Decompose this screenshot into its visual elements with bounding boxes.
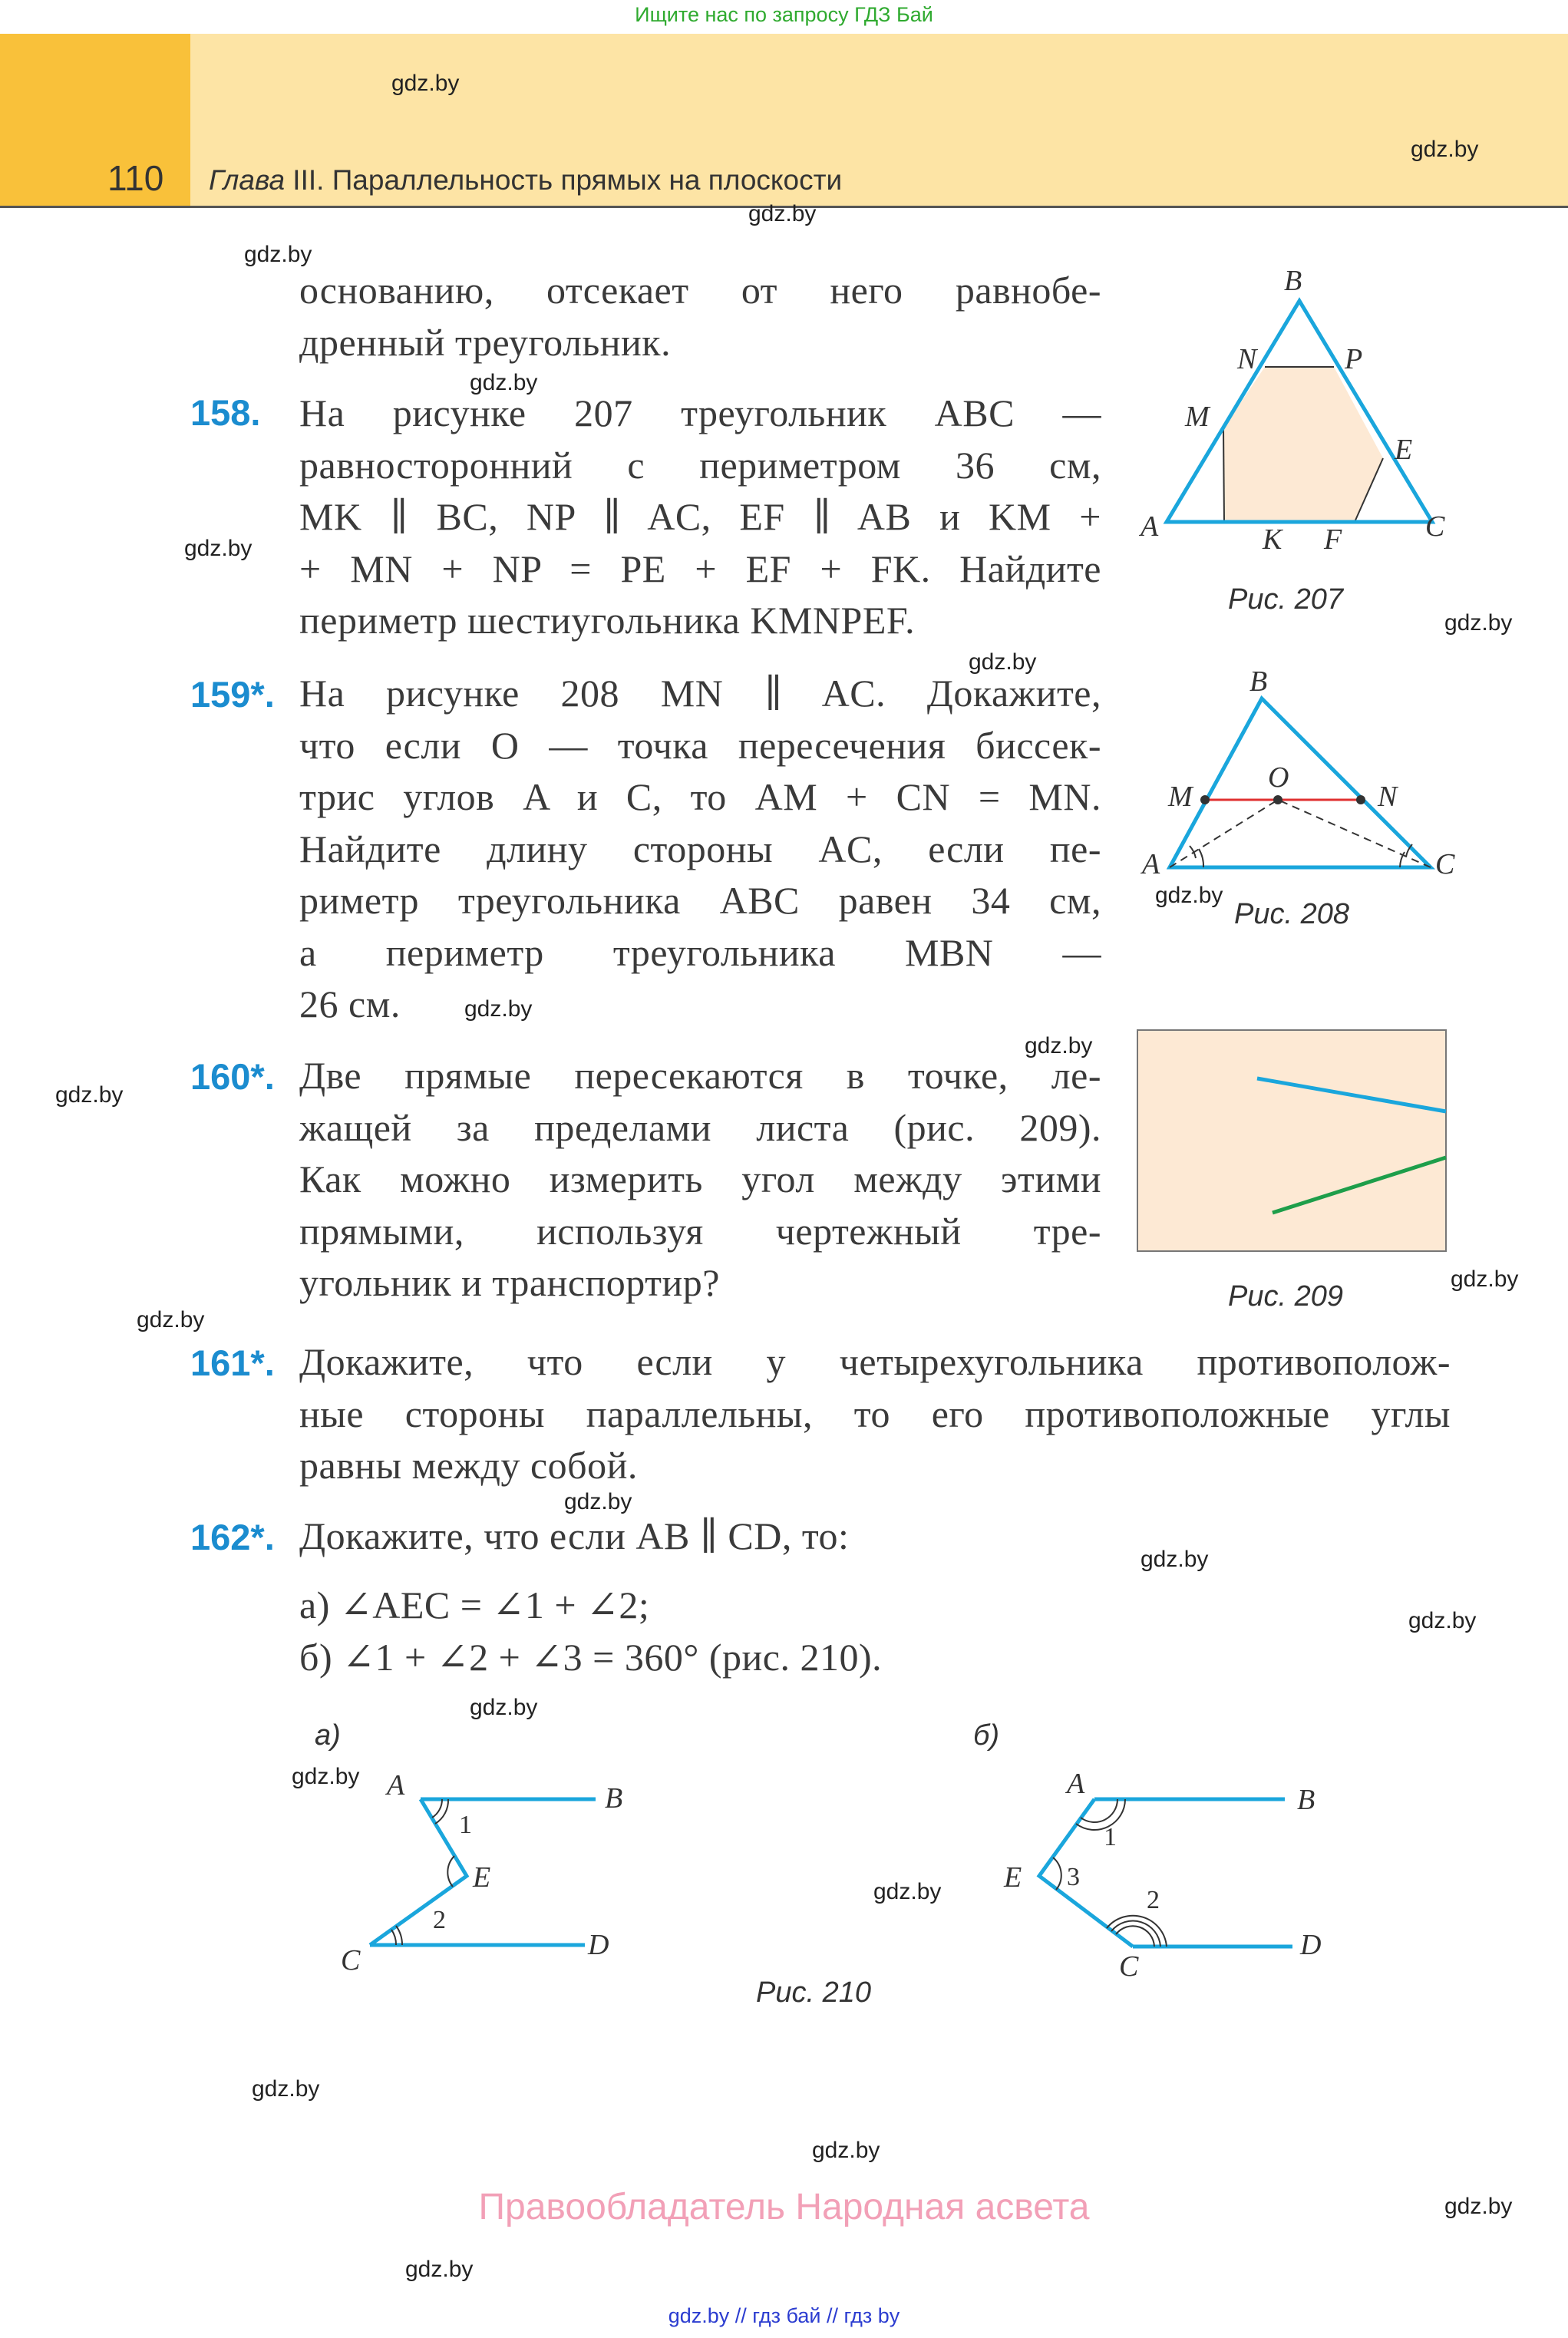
label-1: 1 xyxy=(1104,1823,1117,1851)
task-line: Найдите длину стороны AC, если пе- xyxy=(299,827,1101,870)
label-C: C xyxy=(341,1944,361,1976)
watermark[interactable]: gdz.by xyxy=(184,536,253,561)
task-line: Докажите, что если AB ∥ CD, то: xyxy=(299,1514,850,1557)
label-B: B xyxy=(1284,265,1302,297)
label-K: K xyxy=(1263,523,1282,556)
label-2: 2 xyxy=(1147,1886,1160,1914)
intro-line: основанию, отсекает от него равнобе- xyxy=(299,269,1101,312)
broken-line xyxy=(370,1799,467,1945)
label-A: A xyxy=(1142,848,1160,880)
bottom-links[interactable]: gdz.by // гдз бай // гдз by xyxy=(668,2304,900,2327)
watermark[interactable]: gdz.by xyxy=(292,1764,360,1789)
label-B: B xyxy=(1249,665,1268,698)
figure-209 xyxy=(1136,1029,1449,1254)
angle-2-mark2 xyxy=(396,1926,402,1945)
task-160-text xyxy=(299,1050,1101,1309)
fig210-sub-b: б) xyxy=(973,1719,1000,1752)
task-line: риметр треугольника ABC равен 34 см, xyxy=(299,879,1101,922)
label-C: C xyxy=(1425,510,1445,543)
label-N: N xyxy=(1378,781,1398,813)
label-F: F xyxy=(1324,523,1342,556)
label-C: C xyxy=(1119,1950,1139,1980)
task-line: равносторонний с периметром 36 см, xyxy=(299,443,1101,487)
task-159-text xyxy=(299,668,1101,1031)
watermark[interactable]: gdz.by xyxy=(1444,2194,1513,2219)
fig210-sub-a: а) xyxy=(315,1719,341,1752)
caption-208: Рис. 208 xyxy=(1234,898,1349,930)
label-3: 3 xyxy=(1067,1863,1080,1891)
watermark[interactable]: gdz.by xyxy=(470,1695,538,1720)
task-line: На рисунке 208 MN ∥ AC. Докажите, xyxy=(299,672,1101,715)
task-line: ные стороны параллельны, то его противоположные углы xyxy=(299,1392,1451,1435)
task-line: Докажите, что если у четырехугольника противополож- xyxy=(299,1340,1451,1383)
watermark[interactable]: gdz.by xyxy=(137,1307,205,1332)
task-line: а периметр треугольника MBN — xyxy=(299,930,1101,974)
intro-line: дренный треугольник. xyxy=(299,320,672,364)
watermark[interactable]: gdz.by xyxy=(470,370,538,395)
point-o xyxy=(1273,795,1282,804)
sheet xyxy=(1137,1030,1446,1251)
task-162-text xyxy=(299,1511,1451,1563)
watermark[interactable]: gdz.by xyxy=(873,1879,942,1904)
task-162-number: 162*. xyxy=(190,1517,275,1557)
task-line: трис углов A и C, то AM + CN = MN. xyxy=(299,775,1101,818)
label-N: N xyxy=(1237,343,1257,375)
watermark[interactable]: gdz.by xyxy=(1444,610,1513,636)
task-line: жащей за пределами листа (рис. 209). xyxy=(299,1105,1101,1149)
chapter-title xyxy=(209,164,842,196)
task-line: периметр шестиугольника KMNPEF. xyxy=(299,599,916,642)
intro-text xyxy=(299,265,1101,368)
label-E: E xyxy=(1004,1861,1022,1894)
watermark[interactable]: gdz.by xyxy=(812,2138,880,2163)
task-160-number: 160*. xyxy=(190,1056,275,1097)
watermark[interactable]: gdz.by xyxy=(1025,1033,1093,1058)
task-line: MK ∥ BC, NP ∥ AC, EF ∥ AB и KM + xyxy=(299,495,1101,538)
watermark[interactable]: gdz.by xyxy=(1408,1608,1477,1633)
watermark[interactable]: gdz.by xyxy=(405,2257,474,2282)
label-B: B xyxy=(605,1782,623,1815)
label-D: D xyxy=(588,1929,609,1961)
copyright-owner: Правообладатель Народная асвета xyxy=(478,2187,1090,2227)
label-O: O xyxy=(1268,761,1289,794)
figure-210a xyxy=(322,1750,668,1980)
label-C: C xyxy=(1435,848,1455,880)
task-line: равны между собой. xyxy=(299,1444,638,1487)
label-M: M xyxy=(1185,401,1210,433)
task-line: На рисунке 207 треугольник ABC — xyxy=(299,391,1101,434)
task-162-items xyxy=(299,1580,1451,1683)
chapter-word: Глава xyxy=(209,164,286,196)
caption-207: Рис. 207 xyxy=(1228,583,1343,616)
label-1: 1 xyxy=(459,1811,472,1839)
task-line: что если O — точка пересечения биссек- xyxy=(299,723,1101,767)
task-line: Как можно измерить угол между этими xyxy=(299,1157,1101,1200)
figure-210b xyxy=(990,1750,1335,1980)
hexagon-inner-edges xyxy=(1223,428,1224,522)
point-m xyxy=(1200,795,1210,804)
caption-210: Рис. 210 xyxy=(756,1976,871,2009)
angle-e-mark xyxy=(447,1856,454,1887)
search-banner[interactable]: Ищите нас по запросу ГДЗ Бай xyxy=(635,3,933,26)
watermark[interactable]: gdz.by xyxy=(564,1489,632,1514)
bisector-co xyxy=(1278,800,1431,867)
label-E: E xyxy=(473,1861,491,1894)
task-158-number: 158. xyxy=(190,392,261,433)
task-line: б) ∠1 + ∠2 + ∠3 = 360° (рис. 210). xyxy=(299,1635,883,1679)
watermark[interactable]: gdz.by xyxy=(748,201,817,226)
figure-208 xyxy=(1121,660,1489,890)
point-n xyxy=(1356,795,1365,804)
label-A: A xyxy=(1067,1768,1085,1800)
chapter-name: III. Параллельность прямых на плоскости xyxy=(285,164,843,196)
task-159-number: 159*. xyxy=(190,674,275,715)
figure-207 xyxy=(1121,253,1474,560)
caption-209: Рис. 209 xyxy=(1228,1280,1343,1313)
label-A: A xyxy=(387,1769,405,1801)
label-A: A xyxy=(1141,510,1159,543)
task-line: + MN + NP = PE + EF + FK. Найдите xyxy=(299,547,1101,590)
watermark[interactable]: gdz.by xyxy=(55,1082,124,1108)
watermark[interactable]: gdz.by xyxy=(1155,883,1223,908)
label-2: 2 xyxy=(433,1906,446,1934)
watermark[interactable]: gdz.by xyxy=(252,2076,320,2102)
angle-2-mark3 xyxy=(1107,1916,1167,1947)
task-158-text xyxy=(299,388,1101,647)
watermark[interactable]: gdz.by xyxy=(1451,1266,1519,1292)
task-line: 26 см. xyxy=(299,982,401,1025)
task-161-number: 161*. xyxy=(190,1342,275,1383)
angle-1-mark xyxy=(432,1799,442,1818)
watermark[interactable]: gdz.by xyxy=(969,649,1037,675)
label-P: P xyxy=(1345,343,1363,375)
angle-2-mark xyxy=(391,1930,396,1945)
task-line: прямыми, используя чертежный тре- xyxy=(299,1209,1101,1253)
task-161-text xyxy=(299,1336,1451,1492)
watermark[interactable]: gdz.by xyxy=(1141,1547,1209,1572)
task-line: угольник и транспортир? xyxy=(299,1261,720,1304)
page-number: 110 xyxy=(107,158,164,198)
task-line: Две прямые пересекаются в точке, ле- xyxy=(299,1054,1101,1097)
label-M: M xyxy=(1168,781,1193,813)
label-D: D xyxy=(1300,1929,1322,1961)
task-line: а) ∠AEC = ∠1 + ∠2; xyxy=(299,1583,650,1626)
watermark[interactable]: gdz.by xyxy=(244,242,312,267)
watermark[interactable]: gdz.by xyxy=(464,996,533,1022)
watermark[interactable]: gdz.by xyxy=(1411,137,1479,162)
angle-mark-a xyxy=(1199,849,1203,867)
label-B: B xyxy=(1297,1784,1315,1816)
label-E: E xyxy=(1395,434,1413,466)
watermark[interactable]: gdz.by xyxy=(391,71,460,96)
